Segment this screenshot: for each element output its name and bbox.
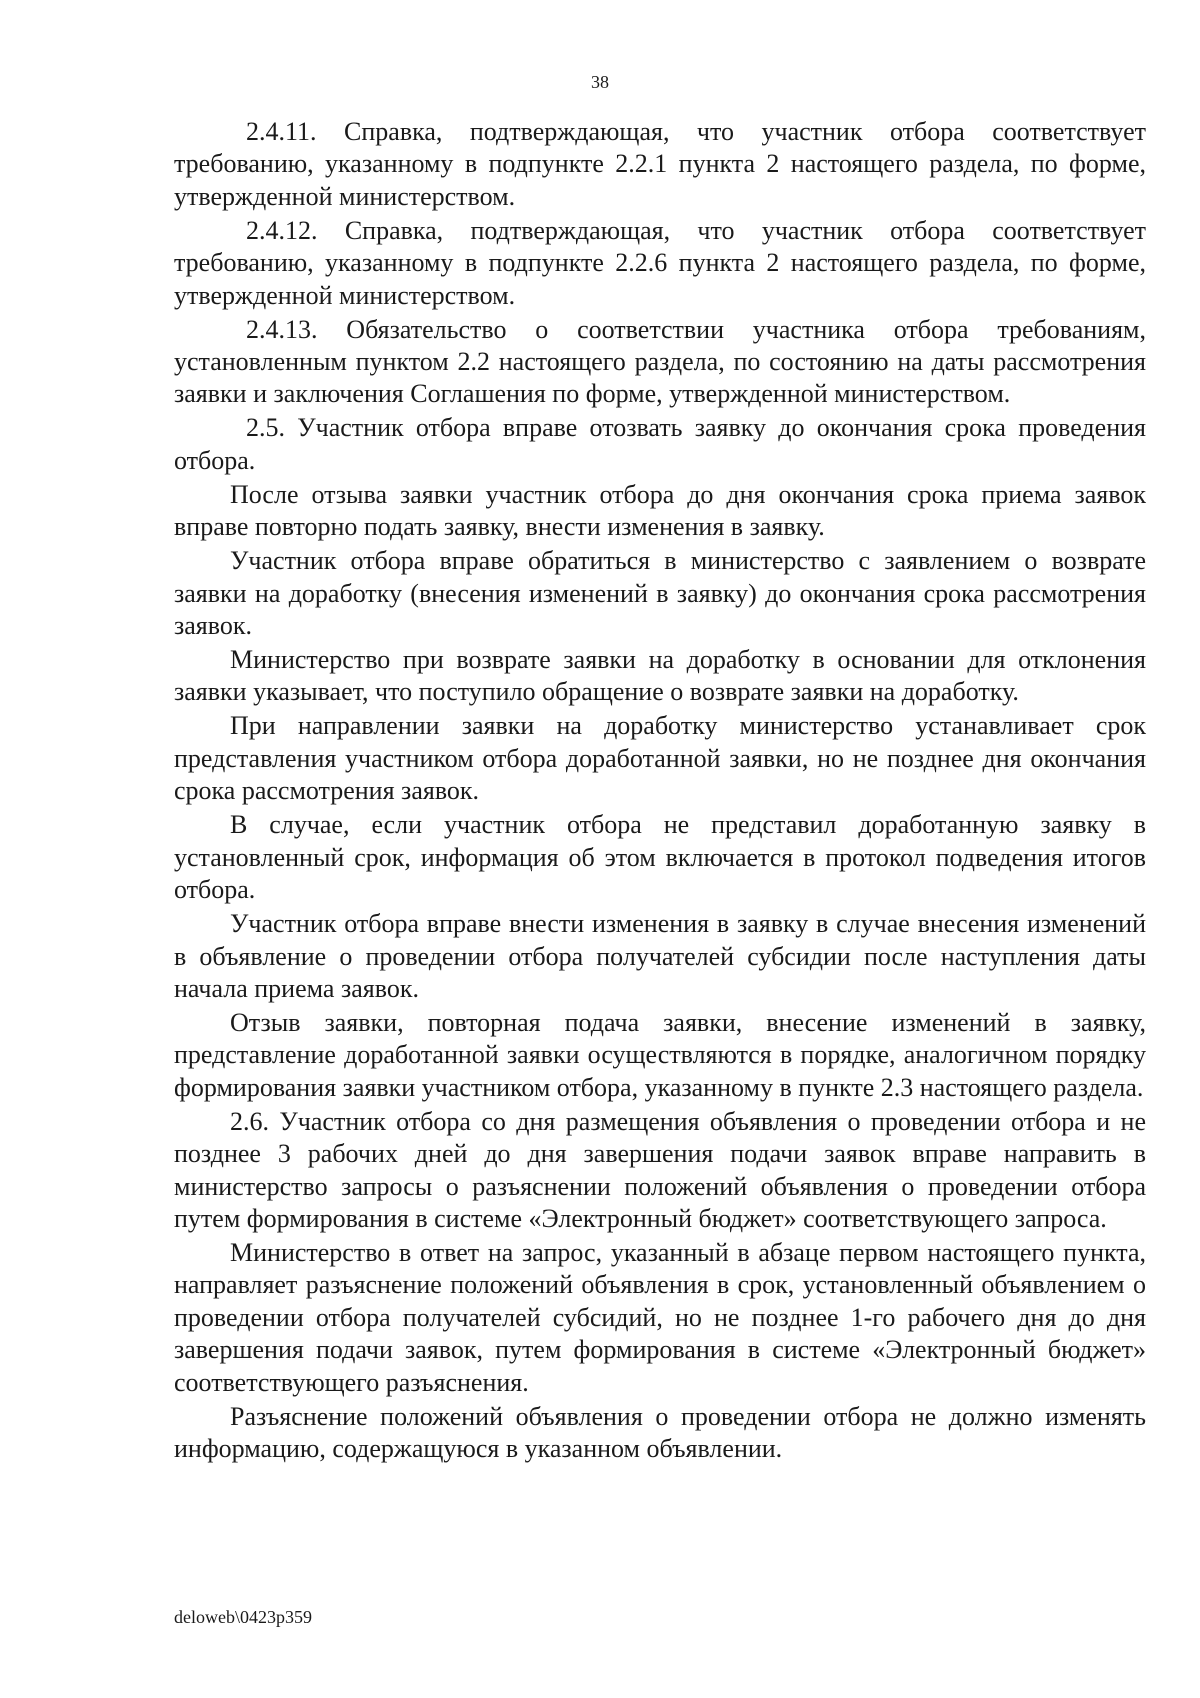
- paragraph-2-6: 2.6. Участник отбора со дня размещения объявления о проведении отбора и не позднее 3 рабочих дней до дня завершения подачи заявок вправе направить в министерство запросы о разъяснении положений объявления о проведении отбора путем формирования в системе «Электронный бюджет» соответствующего запроса.: [174, 1106, 1146, 1233]
- paragraph-ministry-return: Министерство при возврате заявки на доработку в основании для отклонения заявки указывает, что поступило обращение о возврате заявки на доработку.: [174, 645, 1146, 707]
- paragraph-ministry-answer: Министерство в ответ на запрос, указанный в абзаце первом настоящего пункта, направляет разъяснение положений объявления в срок, установленный объявлением о проведении отбора получателей субсидий, но не позднее 1-го рабочего дня до дня завершения подачи заявок, путем формирования в системе «Электронный бюджет» соответствующего разъяснения.: [174, 1237, 1146, 1397]
- paragraph-2-4-12: 2.4.12. Справка, подтверждающая, что участник отбора соответствует требованию, указанному в подпункте 2.2.6 пункта 2 настоящего раздела, по форме, утвержденной министерством.: [174, 215, 1146, 310]
- paragraph-procedure: Отзыв заявки, повторная подача заявки, внесение изменений в заявку, представление доработанной заявки осуществляются в порядке, аналогичном порядку формирования заявки участником отбора, указанному в пункте 2.3 настоящего раздела.: [174, 1007, 1146, 1102]
- document-body: [174, 116, 1146, 1467]
- paragraph-deadline: При направлении заявки на доработку министерство устанавливает срок представления участником отбора доработанной заявки, но не позднее дня окончания срока рассмотрения заявок.: [174, 711, 1146, 806]
- document-reference-footer: deloweb\0423p359: [174, 1607, 312, 1627]
- paragraph-2-4-13: 2.4.13. Обязательство о соответствии участника отбора требованиям, установленным пунктом 2.2 настоящего раздела, по состоянию на даты рассмотрения заявки и заключения Соглашения по форме, утвержденной министерством.: [174, 314, 1146, 409]
- paragraph-2-4-11: 2.4.11. Справка, подтверждающая, что участник отбора соответствует требованию, указанному в подпункте 2.2.1 пункта 2 настоящего раздела, по форме, утвержденной министерством.: [174, 117, 1146, 211]
- paragraph-2-5: 2.5. Участник отбора вправе отозвать заявку до окончания срока проведения отбора.: [174, 413, 1146, 475]
- paragraph-return-request: Участник отбора вправе обратиться в министерство с заявлением о возврате заявки на доработку (внесения изменений в заявку) до окончания срока рассмотрения заявок.: [174, 546, 1146, 641]
- paragraph-not-submitted: В случае, если участник отбора не представил доработанную заявку в установленный срок, информация об этом включается в протокол подведения итогов отбора.: [174, 810, 1146, 905]
- paragraph-after-withdraw: После отзыва заявки участник отбора до дня окончания срока приема заявок вправе повторно подать заявку, внести изменения в заявку.: [174, 479, 1146, 542]
- paragraph-changes: Участник отбора вправе внести изменения в заявку в случае внесения изменений в объявление о проведении отбора получателей субсидии после наступления даты начала приема заявок.: [174, 909, 1146, 1003]
- paragraph-clarification: Разъяснение положений объявления о проведении отбора не должно изменять информацию, содержащуюся в указанном объявлении.: [174, 1401, 1146, 1463]
- page-number: 38: [591, 72, 609, 92]
